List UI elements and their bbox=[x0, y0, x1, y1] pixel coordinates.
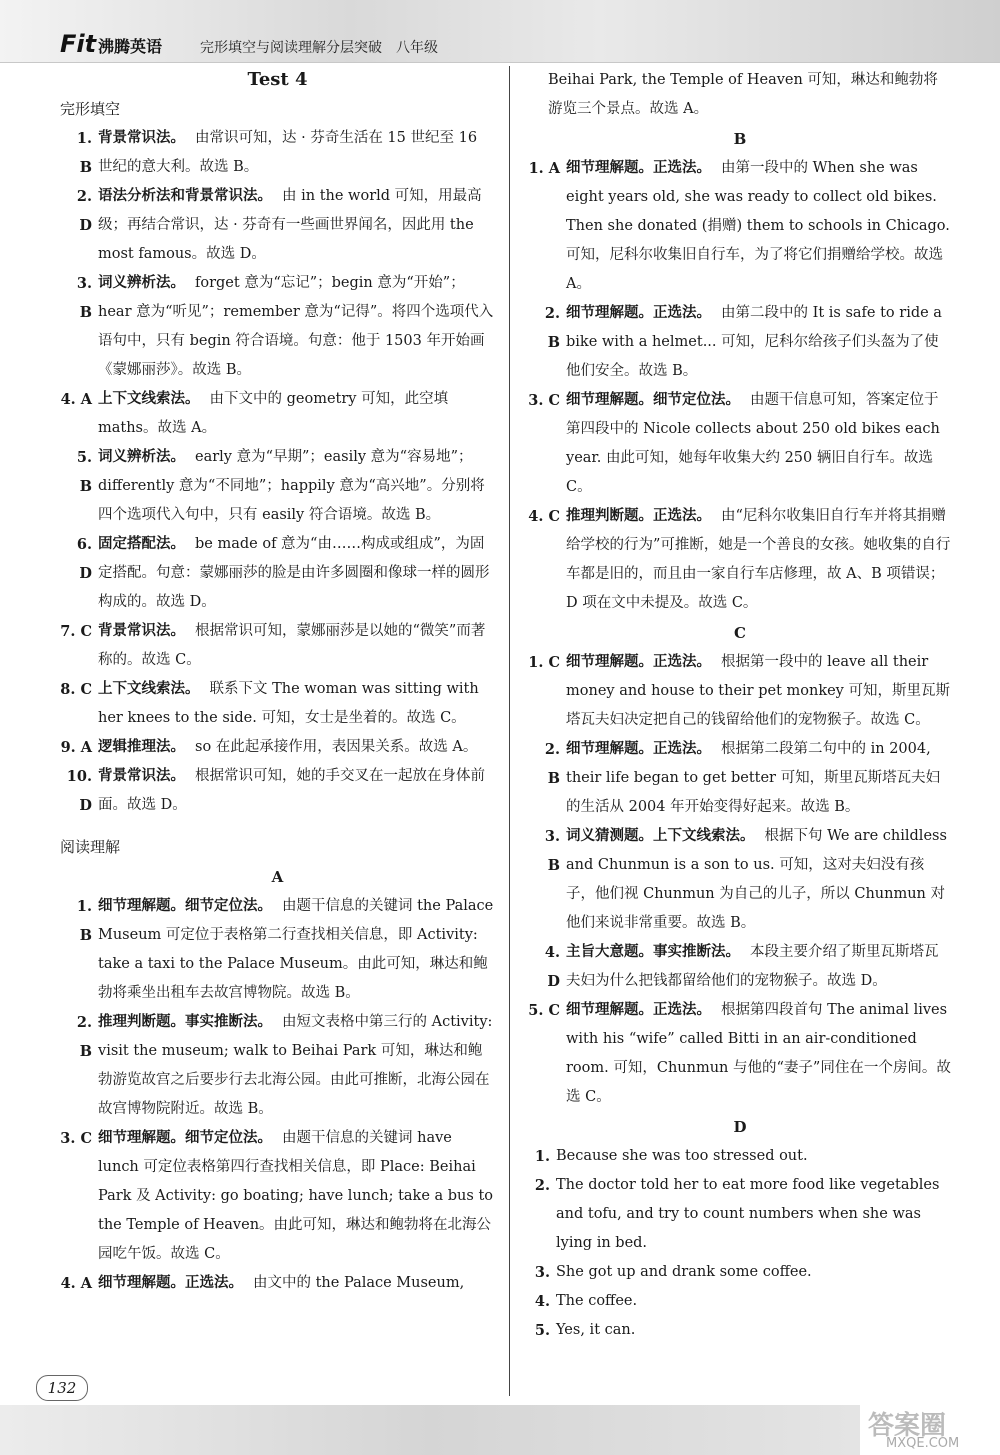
answer-number: 1. B bbox=[76, 130, 92, 176]
answer-text bbox=[98, 1008, 495, 1124]
answer-item bbox=[528, 996, 952, 1112]
answer-item bbox=[528, 822, 952, 938]
test-title: Test 4 bbox=[247, 69, 308, 90]
answer-method-label: 细节理解题。正选法。 bbox=[566, 160, 711, 176]
answer-text bbox=[98, 530, 495, 617]
answer-item bbox=[528, 154, 952, 299]
answer-method-label: 上下文线索法。 bbox=[98, 391, 200, 407]
answer-method-label: 细节理解题。正选法。 bbox=[566, 1002, 711, 1018]
answer-number: 3. B bbox=[544, 828, 560, 874]
answer-text bbox=[98, 269, 495, 385]
answer-method-label: 固定搭配法。 bbox=[98, 536, 185, 552]
answer-explanation: 根据第二段第二句中的 in 2004, their life began to get better 可知，斯里瓦斯塔瓦夫妇的生活从 2004 年开始变得好起来。故选 B。 bbox=[566, 741, 941, 815]
watermark-logo: 答案圈 bbox=[868, 1411, 947, 1441]
reading-c-answer-list bbox=[528, 648, 952, 1112]
answer-explanation: 根据下句 We are childless and Chunmun is a son to us. 可知，这对夫妇没有孩子，他们视 Chunmun 为自己的儿子，所以 Chunmun 对他们来说非常重要。故选 B。 bbox=[566, 828, 947, 931]
answer-explanation: 由题干信息的关键词 the Palace Museum 可定位于表格第二行查找相关信息，即 Activity: take a taxi to the Palace Museum。由此可知，琳达和鲍勃将乘坐出租车去故宫博物院。故选 B。 bbox=[98, 898, 494, 1001]
answer-text bbox=[566, 938, 952, 996]
answer-explanation: early 意为“早期”；easily 意为“容易地”；differently 意为“不同地”；happily 意为“高兴地”。分别将四个选项代入句中，只有 easily 符合语境。故选 B。 bbox=[98, 449, 485, 523]
answer-method-label: 上下文线索法。 bbox=[98, 681, 200, 697]
answer-method-label: 推理判断题。事实推断法。 bbox=[98, 1014, 272, 1030]
answer-text bbox=[566, 154, 952, 299]
answer-number: 8. C bbox=[60, 681, 92, 698]
cloze-heading: 完形填空 bbox=[60, 100, 121, 118]
answer-text bbox=[98, 1124, 495, 1269]
answer-number: 1. B bbox=[76, 898, 92, 944]
answer-number: 2. D bbox=[76, 188, 92, 234]
answer-explanation: 根据第四段首句 The animal lives with his “wife” called Bitti in an air-conditioned room. 可知，Chunmun 与他的“妻子”同住在一个房间。故选 C。 bbox=[566, 1002, 951, 1105]
answer-explanation: be made of 意为“由……构成或组成”，为固定搭配。句意：蒙娜丽莎的脸是由许多圆圈和像球一样的圆形构成的。故选 D。 bbox=[98, 536, 490, 610]
answer-item bbox=[60, 733, 495, 762]
answer-text: Yes, it can. bbox=[556, 1322, 636, 1338]
answer-text: The doctor told her to eat more food like vegetables and tofu, and try to count numbers when she was lying in bed. bbox=[556, 1177, 940, 1251]
answer-number: 5. bbox=[534, 1322, 550, 1339]
cloze-answer-list bbox=[60, 124, 495, 820]
answer-text bbox=[98, 1269, 495, 1298]
answer-text bbox=[98, 443, 495, 530]
answer-method-label: 语法分析法和背景常识法。 bbox=[98, 188, 272, 204]
answer-number: 2. B bbox=[544, 741, 560, 787]
answer-item bbox=[528, 299, 952, 386]
section-b-label: B bbox=[733, 130, 747, 148]
answer-text bbox=[566, 299, 952, 386]
footer-band bbox=[0, 1405, 860, 1455]
answer-explanation: 本段主要介绍了斯里瓦斯塔瓦夫妇为什么把钱都留给他们的宠物猴子。故选 D。 bbox=[566, 944, 939, 989]
answer-method-label: 主旨大意题。事实推断法。 bbox=[566, 944, 740, 960]
answer-item bbox=[528, 386, 952, 502]
answer-item bbox=[60, 762, 495, 820]
answer-item bbox=[60, 617, 495, 675]
answer-method-label: 细节理解题。细节定位法。 bbox=[98, 898, 272, 914]
answer-explanation: 根据常识可知，她的手交叉在一起放在身体前面。故选 D。 bbox=[98, 768, 485, 813]
answer-item bbox=[60, 1124, 495, 1269]
answer-explanation: 由题干信息可知，答案定位于第四段中的 Nicole collects about 250 old bikes each year. 由此可知，她每年收集大约 250 辆旧自行车。故选 C。 bbox=[566, 392, 940, 495]
right-column bbox=[528, 66, 952, 1345]
answer-method-label: 词义辨析法。 bbox=[98, 275, 185, 291]
answer-method-label: 细节理解题。正选法。 bbox=[566, 305, 711, 321]
brand-logo: Fit bbox=[60, 30, 97, 58]
answer-text bbox=[566, 502, 952, 618]
answer-explanation: 由常识可知，达 · 芬奇生活在 15 世纪至 16 世纪的意大利。故选 B。 bbox=[98, 130, 478, 175]
answer-number: 1. A bbox=[528, 160, 560, 177]
page-number: 132 bbox=[36, 1375, 88, 1401]
answer-number: 4. bbox=[534, 1293, 550, 1310]
column-divider bbox=[509, 66, 510, 1396]
answer-number: 2. B bbox=[544, 305, 560, 351]
reading-a-answer-list bbox=[60, 892, 495, 1298]
answer-number: 3. C bbox=[60, 1130, 92, 1147]
answer-text: The coffee. bbox=[556, 1293, 638, 1309]
answer-explanation: 由 in the world 可知，用最高级；再结合常识，达 · 芬奇有一些画世界闻名，因此用 the most famous。故选 D。 bbox=[98, 188, 482, 262]
answer-explanation: 由题干信息的关键词 have lunch 可定位表格第四行查找相关信息，即 Place: Beihai Park 及 Activity: go boating; have lunch; take a bus to the Temple of Heaven。由此可知，琳达和鲍勃将在北海公园吃午饭。故选 C。 bbox=[98, 1130, 494, 1262]
book-subtitle: 完形填空与阅读理解分层突破 八年级 bbox=[200, 40, 438, 56]
answer-explanation: 由第一段中的 When she was eight years old, she was ready to collect old bikes. Then she donated (捐赠) them to schools in Chicago. 可知，尼科尔收集旧自行车，为了将它们捐赠给学校。故选 A。 bbox=[566, 160, 950, 292]
answer-item bbox=[60, 182, 495, 269]
answer-number: 3. B bbox=[76, 275, 92, 321]
answer-item bbox=[60, 675, 495, 733]
answer-number: 7. C bbox=[60, 623, 92, 640]
answer-explanation: 联系下文 The woman was sitting with her knees to the side. 可知，女士是坐着的。故选 C。 bbox=[98, 681, 479, 726]
answer-item bbox=[528, 648, 952, 735]
short-answer-item bbox=[528, 1287, 952, 1316]
answer-text bbox=[566, 996, 952, 1112]
reading-heading: 阅读理解 bbox=[60, 838, 121, 856]
answer-item bbox=[60, 385, 495, 443]
left-column bbox=[60, 66, 495, 1298]
answer-text bbox=[98, 182, 495, 269]
answer-number: 5. C bbox=[528, 1002, 560, 1019]
answer-number: 10. D bbox=[66, 768, 92, 814]
section-a-label: A bbox=[271, 868, 284, 886]
reading-b-answer-list bbox=[528, 154, 952, 618]
section-c-label: C bbox=[734, 624, 746, 642]
answer-method-label: 细节理解题。细节定位法。 bbox=[566, 392, 740, 408]
answer-number: 4. C bbox=[528, 508, 560, 525]
answer-text bbox=[98, 124, 495, 182]
answer-text bbox=[566, 648, 952, 735]
answer-method-label: 细节理解题。正选法。 bbox=[566, 741, 711, 757]
answer-number: 4. A bbox=[60, 1275, 92, 1292]
short-answer-item bbox=[528, 1171, 952, 1258]
answer-method-label: 词义猜测题。上下文线索法。 bbox=[566, 828, 755, 844]
short-answer-item bbox=[528, 1316, 952, 1345]
answer-text: Because she was too stressed out. bbox=[556, 1148, 808, 1164]
answer-method-label: 背景常识法。 bbox=[98, 768, 185, 784]
answer-item bbox=[60, 269, 495, 385]
page-header bbox=[0, 0, 1000, 63]
answer-explanation: so 在此起承接作用，表因果关系。故选 A。 bbox=[195, 739, 478, 755]
short-answer-item bbox=[528, 1142, 952, 1171]
answer-item bbox=[60, 443, 495, 530]
answer-item bbox=[60, 1008, 495, 1124]
answer-number: 2. bbox=[534, 1177, 550, 1194]
watermark-url: MXQE.COM bbox=[886, 1436, 960, 1451]
answer-item bbox=[528, 502, 952, 618]
answer-item bbox=[60, 892, 495, 1008]
answer-method-label: 细节理解题。细节定位法。 bbox=[98, 1130, 272, 1146]
answer-number: 3. bbox=[534, 1264, 550, 1281]
answer-item bbox=[528, 735, 952, 822]
answer-number: 2. B bbox=[76, 1014, 92, 1060]
short-answer-item bbox=[528, 1258, 952, 1287]
reading-d-answer-list bbox=[528, 1142, 952, 1345]
answer-method-label: 推理判断题。正选法。 bbox=[566, 508, 711, 524]
answer-explanation: forget 意为“忘记”；begin 意为“开始”；hear 意为“听见”；remember 意为“记得”。将四个选项代入语句中，只有 begin 符合语境。句意：他于 1503 年开始画《蒙娜丽莎》。故选 B。 bbox=[98, 275, 494, 378]
answer-number: 6. D bbox=[76, 536, 92, 582]
answer-text bbox=[98, 892, 495, 1008]
answer-number: 5. B bbox=[76, 449, 92, 495]
answer-item bbox=[60, 124, 495, 182]
section-d-label: D bbox=[733, 1118, 747, 1136]
answer-text bbox=[98, 762, 495, 820]
answer-text bbox=[98, 385, 495, 443]
answer-text bbox=[98, 733, 495, 762]
brand-name: 沸腾英语 bbox=[98, 37, 163, 56]
answer-method-label: 词义辨析法。 bbox=[98, 449, 185, 465]
answer-method-label: 细节理解题。正选法。 bbox=[98, 1275, 243, 1291]
answer-method-label: 逻辑推理法。 bbox=[98, 739, 185, 755]
answer-method-label: 细节理解题。正选法。 bbox=[566, 654, 711, 670]
answer-item bbox=[60, 1269, 495, 1298]
answer-explanation: 根据常识可知，蒙娜丽莎是以她的“微笑”而著称的。故选 C。 bbox=[98, 623, 486, 668]
answer-explanation: 由短文表格中第三行的 Activity: visit the museum; walk to Beihai Park 可知，琳达和鲍勃游览故宫之后要步行去北海公园。由此可推断，北海公园在故宫博物院附近。故选 B。 bbox=[98, 1014, 493, 1117]
answer-explanation: 由下文中的 geometry 可知，此空填 maths。故选 A。 bbox=[98, 391, 449, 436]
answer-number: 3. C bbox=[528, 392, 560, 409]
answer-number: 1. bbox=[534, 1148, 550, 1165]
answer-number: 4. A bbox=[60, 391, 92, 408]
answer-item bbox=[528, 938, 952, 996]
answer-item bbox=[60, 530, 495, 617]
answer-number: 4. D bbox=[544, 944, 560, 990]
answer-text bbox=[566, 386, 952, 502]
answer-explanation: 根据第一段中的 leave all their money and house to their pet monkey 可知，斯里瓦斯塔瓦夫妇决定把自己的钱留给他们的宠物猴子。故选 C。 bbox=[566, 654, 950, 728]
answer-explanation: 由第二段中的 It is safe to ride a bike with a helmet... 可知，尼科尔给孩子们头盔为了使他们安全。故选 B。 bbox=[566, 305, 942, 379]
answer-number: 1. C bbox=[528, 654, 560, 671]
answer-explanation: 由“尼科尔收集旧自行车并将其捐赠给学校的行为”可推断，她是一个善良的女孩。她收集的自行车都是旧的，而且由一家自行车店修理，故 A、B 项错误；D 项在文中未提及。故选 C。 bbox=[566, 508, 951, 611]
answer-method-label: 背景常识法。 bbox=[98, 623, 185, 639]
answer-text bbox=[566, 822, 952, 938]
continuation-text: Beihai Park, the Temple of Heaven 可知，琳达和鲍勃将游览三个景点。故选 A。 bbox=[548, 72, 938, 117]
answer-explanation: 由文中的 the Palace Museum, bbox=[253, 1275, 465, 1291]
answer-text bbox=[98, 617, 495, 675]
answer-text: She got up and drank some coffee. bbox=[556, 1264, 812, 1280]
answer-text bbox=[566, 735, 952, 822]
answer-number: 9. A bbox=[60, 739, 92, 756]
answer-text bbox=[98, 675, 495, 733]
answer-method-label: 背景常识法。 bbox=[98, 130, 185, 146]
